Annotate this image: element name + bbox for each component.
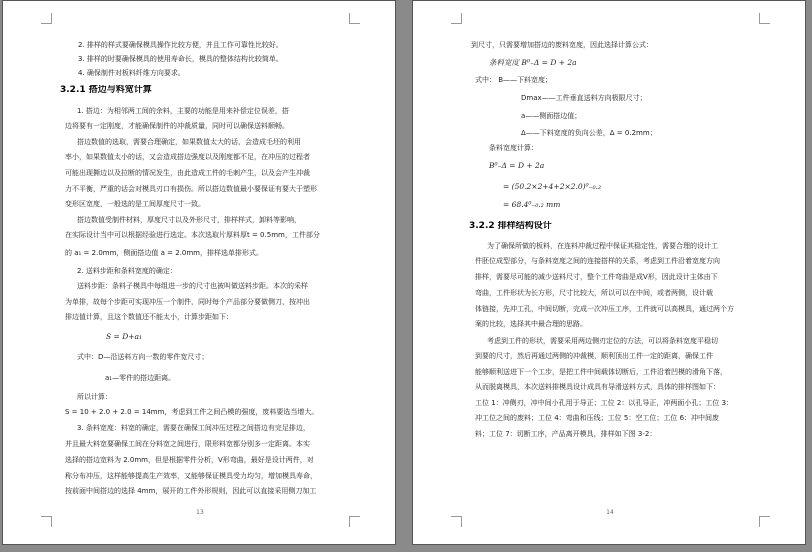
text-line: 变形区宽度，一般选的是工间厚度尺寸一致。	[65, 200, 205, 208]
text-line: 工位 1：冲侧刃，冲中间小孔用于导正；工位 2：以孔导正，冲两面小孔；工位 3：	[475, 399, 734, 407]
text-line: 所以计算：	[77, 393, 112, 401]
section-heading: 3.2.2 排样结构设计	[469, 221, 552, 231]
section-heading: 3.2.1 搭边与料宽计算	[60, 85, 152, 95]
text-line: 件胚位成型部分，与条料宽度之间的连接搭样的关系，考虑到工件沿着宽度方向	[475, 257, 720, 265]
page-corner-mark	[41, 516, 52, 527]
page-corner-mark	[451, 13, 462, 24]
text-line: 搭边数值的选取，需要合理确定，如果数值太大的话，会造成毛坯的利用	[77, 138, 301, 146]
text-line: 排边值计算，且这个数值还不能太小，计算步距如下：	[65, 313, 233, 321]
text-line: 体链接，先冲工孔，中间切断，完成一次冲压工序，工件就可以高模具，通过两个方	[475, 305, 734, 313]
text-line: 2. 送料步距和条料宽度的确定：	[77, 267, 177, 275]
text-line: 的 a₁ = 2.0mm，侧面搭边值 a = 2.0mm，排样选单排形式。	[65, 249, 264, 257]
text-line: 为单排，故每个步距可实现冲压一个制件，同时每个产品部分要做侧刀，按冲出	[65, 298, 310, 306]
text-line: 料；工位 7：切断工序，产品离开模具，排样如下图 3-2：	[475, 430, 657, 438]
text-line: 可能出现撕边以及拉断的情况发生，由此造成工件的毛刺产生，以及会产生冲裁	[65, 169, 310, 177]
text-line: 到要的尺寸，然后再通过两侧的冲裁模，顺利顶出工件一定的距离，确保工件	[475, 352, 713, 360]
text-line: 率小，如果数值太小的话，又会造成搭边强度以及刚度都不足，在冲压的过程者	[65, 153, 310, 161]
formula: = 68.4⁰₋₀.₂ mm	[503, 200, 561, 209]
formula: S = D+a₁	[106, 332, 142, 341]
page-corner-mark	[759, 516, 770, 527]
text-line: Dmax——工件垂直送料方向极限尺寸；	[521, 94, 647, 102]
text-line: 弯曲，工件形状为长方形，尺寸比较大，所以可以在中间，或者两侧，设计载	[475, 289, 713, 297]
text-line: 排样，需要尽可能的减少送料尺寸，整个工件弯曲是成V形，因此设计主体由下	[475, 273, 718, 281]
document-page-right	[412, 0, 806, 545]
text-line: 条料宽度计算：	[489, 144, 538, 152]
text-line: 3. 条料宽度：料宽的确定，需要在确保工间冲压过程之间搭边有完足排边，	[77, 424, 310, 432]
document-page-left	[2, 0, 396, 545]
page-corner-mark	[41, 13, 52, 24]
page-corner-mark	[349, 516, 360, 527]
text-line: 并且最大料宽要确保工间在分料宽之间进行，限形料宽都分别多一定距离。本实	[65, 440, 310, 448]
text-line: 1. 搭边：为相邻两工间的余料，主要的功能是用来补偿定位误差，搭	[77, 107, 289, 115]
page-number: 13	[196, 509, 204, 516]
text-line: 按前面中间搭边的选择 4mm，展开的工件外形规则，因此可以直接采用侧刀加工	[65, 487, 317, 495]
text-line: 能够顺利送进下一个工步，是把工件中间载体切断后，工件沿着凹模的滑角下落，	[475, 368, 727, 376]
text-line: 力不平衡，严重的话会对模具刃口有损伤。所以搭边数值最小要保证有要大于塑形	[65, 185, 317, 193]
text-line: Δ——下料宽度的负向公差，Δ = 0.2mm；	[521, 129, 657, 137]
text-line: 案的比较，选择其中最合理的思路。	[475, 320, 587, 328]
text-line: a₁—零件的搭边距离。	[105, 374, 176, 382]
text-line: S = 10 + 2.0 + 2.0 = 14mm，考虑到工件之间凸模的强度，废料要选当增大。	[65, 408, 319, 416]
text-line: 冲工位之间的废料；工位 4：弯曲和压线；工位 5：空工位；工位 6：冲中间废	[475, 414, 720, 422]
text-line: 选择的搭边宽料为 2.0mm，但是根据零件分析，V形弯曲，最好是设计两件，对	[65, 456, 314, 464]
text-line: 到尺寸，只需要增加搭边的废料宽度，因此选择计算公式：	[471, 41, 653, 49]
text-line: 边将要有一定刚度，才能确保制件的冲裁质量，同时可以确保送料顺畅。	[65, 122, 289, 130]
text-line: 考虑到工件的形状，需要采用两边侧刃定位的方法，可以将条料宽度平稳切	[487, 337, 718, 345]
text-line: 2. 排样的样式要确保模具操作比较方便，并且工作可靠性比较好。	[78, 41, 283, 49]
page-number: 14	[606, 509, 614, 516]
text-line: 送料步距：条料子模具中每组进一步的尺寸也被叫做送料步距。本次的采样	[77, 282, 308, 290]
text-line: 为了确保所做的板料，在连料冲裁过程中保证其稳定性，需要合理的设计工	[487, 242, 718, 250]
formula: B⁰₋Δ = D + 2a	[489, 161, 545, 170]
text-line: a——侧面搭边值；	[521, 112, 582, 120]
page-corner-mark	[349, 13, 360, 24]
text-line: 称分布冲压，这样能够提高生产效率，又能够保证模具受力均匀，增加模具寿命，	[65, 472, 317, 480]
formula: = (50.2×2+4+2×2.0)⁰₋₀.₂	[503, 182, 601, 191]
page-corner-mark	[451, 516, 462, 527]
text-line: 搭边数值受制件材料，厚度尺寸以及外形尺寸，排样样式，卸料等影响，	[77, 216, 301, 224]
text-line: 式中：D—沿送料方向一数的零件宽尺寸；	[77, 353, 209, 361]
text-line: 3. 排样的时要确保模具的使用寿命长，模具的整体结构比较简单。	[78, 55, 283, 63]
page-corner-mark	[759, 13, 770, 24]
text-line: 4. 确保制件对板料纤维方向要求。	[78, 69, 185, 77]
text-line: 从而脱离模具，本次送料排模具设计成具有导滑送料方式，具体的排样图如下：	[475, 383, 720, 391]
text-line: 式中： B——下料宽度；	[475, 76, 553, 84]
formula: 条料宽度 B⁰₋Δ = D + 2a	[489, 58, 577, 67]
text-line: 在实际设计当中可以根据经验进行选定。本次选取片厚料厚t = 0.5mm，工件部分	[65, 231, 320, 239]
